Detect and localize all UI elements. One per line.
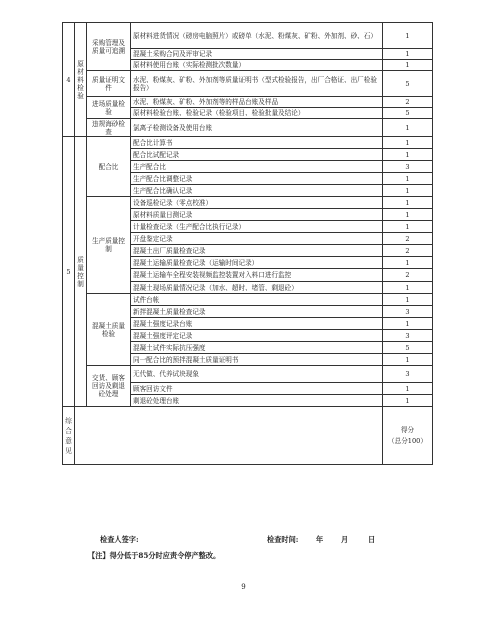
- check-item: 生产配合比调整记录: [131, 173, 383, 185]
- group-name: 配合比: [87, 137, 131, 197]
- item-score: 2: [383, 245, 433, 257]
- check-item: 混凝土采购合同及评审记录: [131, 49, 383, 60]
- table-row: [63, 71, 433, 97]
- check-item: 氯离子检测设备及使用台账: [131, 119, 383, 137]
- group-name: 混凝土质量检验: [87, 294, 131, 366]
- item-score: 1: [383, 185, 433, 197]
- table-row: [63, 197, 433, 209]
- category-char: 制: [77, 279, 84, 288]
- item-score: 1: [383, 383, 433, 395]
- group-name: 违规海砂检查: [87, 119, 131, 137]
- category-char: 验: [77, 91, 84, 100]
- item-score: 3: [383, 330, 433, 342]
- table-row: [63, 366, 433, 383]
- check-item: 水泥、粉煤灰、矿粉、外加剂等的样品台账及样品: [131, 97, 383, 108]
- check-item: 配合比计算书: [131, 137, 383, 149]
- check-item: 混凝土运输质量检查记录（运输时间记录）: [131, 257, 383, 269]
- table-row: [63, 119, 433, 137]
- item-score: 3: [383, 306, 433, 318]
- check-item: 剩退砼处理台账: [131, 395, 383, 407]
- category-char: 料: [77, 75, 84, 84]
- check-item: 计量检查记录（生产配合比执行记录）: [131, 221, 383, 233]
- check-item: 混凝土试件实际抗压强度: [131, 342, 383, 354]
- check-item: 配合比试配记录: [131, 149, 383, 161]
- check-item: 原材料进货情况（磅房电脑照片）或磅单（水泥、粉煤灰、矿粉、外加剂、砂、石）: [131, 23, 383, 49]
- group-name: 采购管理及质量可追溯: [87, 23, 131, 71]
- category-char: 原: [77, 59, 84, 68]
- item-score: 1: [383, 294, 433, 306]
- table-row: [63, 23, 433, 49]
- category-char: 材: [77, 67, 84, 76]
- check-item: 无代做、代养试块现象: [131, 366, 383, 383]
- summary-label-char: 意: [65, 436, 72, 445]
- item-score: 1: [383, 221, 433, 233]
- check-item: 生产配合比确认记录: [131, 185, 383, 197]
- item-score: 5: [383, 71, 433, 97]
- item-score: 1: [383, 257, 433, 269]
- item-score: 3: [383, 161, 433, 173]
- inspector-signature-label: 检查人签字:: [100, 535, 139, 544]
- item-score: 1: [383, 173, 433, 185]
- page-number: 9: [241, 583, 246, 591]
- item-score: 3: [383, 366, 433, 383]
- item-score: 1: [383, 23, 433, 49]
- check-item: 混凝土现场质量情况记录（加水、超时、堵管、剩退砼）: [131, 282, 383, 294]
- summary-label: [63, 407, 75, 465]
- check-item: 生产配合比: [131, 161, 383, 173]
- summary-row: [63, 407, 433, 465]
- summary-label-char: 见: [65, 446, 72, 455]
- item-score: 5: [383, 342, 433, 354]
- check-item: 同一配合比的预拌混凝土质量证明书: [131, 354, 383, 366]
- check-item: 原材料检验台账、检验记录（检验项目、检验批量及结论）: [131, 108, 383, 119]
- inspection-table: [62, 22, 433, 465]
- check-item: 试件台帐: [131, 294, 383, 306]
- check-item: 新拌混凝土质量检查记录: [131, 306, 383, 318]
- summary-label-char: 合: [65, 426, 72, 435]
- day-label: 日: [368, 535, 376, 544]
- check-item: 水泥、粉煤灰、矿粉、外加剂等质量证明书（型式检验报告，出厂合格证、出厂检验报告）: [131, 71, 383, 97]
- category-char: 控: [77, 271, 84, 280]
- category-char: 检: [77, 83, 84, 92]
- item-score: 2: [383, 97, 433, 108]
- group-name: 交货、顾客回访及剩退砼处理: [87, 366, 131, 407]
- year-label: 年: [316, 535, 324, 544]
- summary-label-char: 综: [65, 416, 72, 425]
- item-score: 1: [383, 318, 433, 330]
- check-item: 开盘鉴定记录: [131, 233, 383, 245]
- total-score-cell: [383, 407, 433, 465]
- check-item: 混凝土运输车全程安装视频监控装置对入料口进行监控: [131, 269, 383, 282]
- group-name: 进场质量检验: [87, 97, 131, 119]
- group-name: 生产质量控制: [87, 197, 131, 294]
- check-item: 顾客回访文件: [131, 383, 383, 395]
- check-item: 混凝土出厂质量检查记录: [131, 245, 383, 257]
- group-name: 质量证明文件: [87, 71, 131, 97]
- section-category: [75, 137, 87, 407]
- check-item: 原材料质量日测记录: [131, 209, 383, 221]
- table-row: [63, 97, 433, 108]
- section-number: 5: [63, 137, 75, 407]
- item-score: 1: [383, 49, 433, 60]
- item-score: 1: [383, 395, 433, 407]
- item-score: 1: [383, 119, 433, 137]
- category-char: 量: [77, 263, 84, 272]
- table-row: [63, 137, 433, 149]
- item-score: 1: [383, 209, 433, 221]
- check-item: 设备巡检记录（零点校准）: [131, 197, 383, 209]
- inspection-time-label: 检查时间:: [267, 535, 299, 544]
- table-row: [63, 294, 433, 306]
- item-score: 5: [383, 108, 433, 119]
- item-score: 1: [383, 354, 433, 366]
- item-score: 2: [383, 233, 433, 245]
- score-total: （总分100）: [388, 436, 427, 445]
- section-number: 4: [63, 23, 75, 137]
- item-score: 1: [383, 137, 433, 149]
- item-score: 1: [383, 197, 433, 209]
- summary-opinion-area[interactable]: [75, 407, 383, 465]
- item-score: 1: [383, 282, 433, 294]
- check-item: 混凝土强度评定记录: [131, 330, 383, 342]
- item-score: 1: [383, 60, 433, 71]
- month-label: 月: [341, 535, 349, 544]
- item-score: 1: [383, 149, 433, 161]
- score-label: 得分: [400, 425, 415, 434]
- check-item: 原材料使用台账（实际检测批次数量）: [131, 60, 383, 71]
- footnote: 【注】得分低于85分时应责令停产整改。: [88, 551, 221, 560]
- item-score: 2: [383, 269, 433, 282]
- category-char: 质: [77, 255, 84, 264]
- check-item: 混凝土强度记录台账: [131, 318, 383, 330]
- section-category: [75, 23, 87, 137]
